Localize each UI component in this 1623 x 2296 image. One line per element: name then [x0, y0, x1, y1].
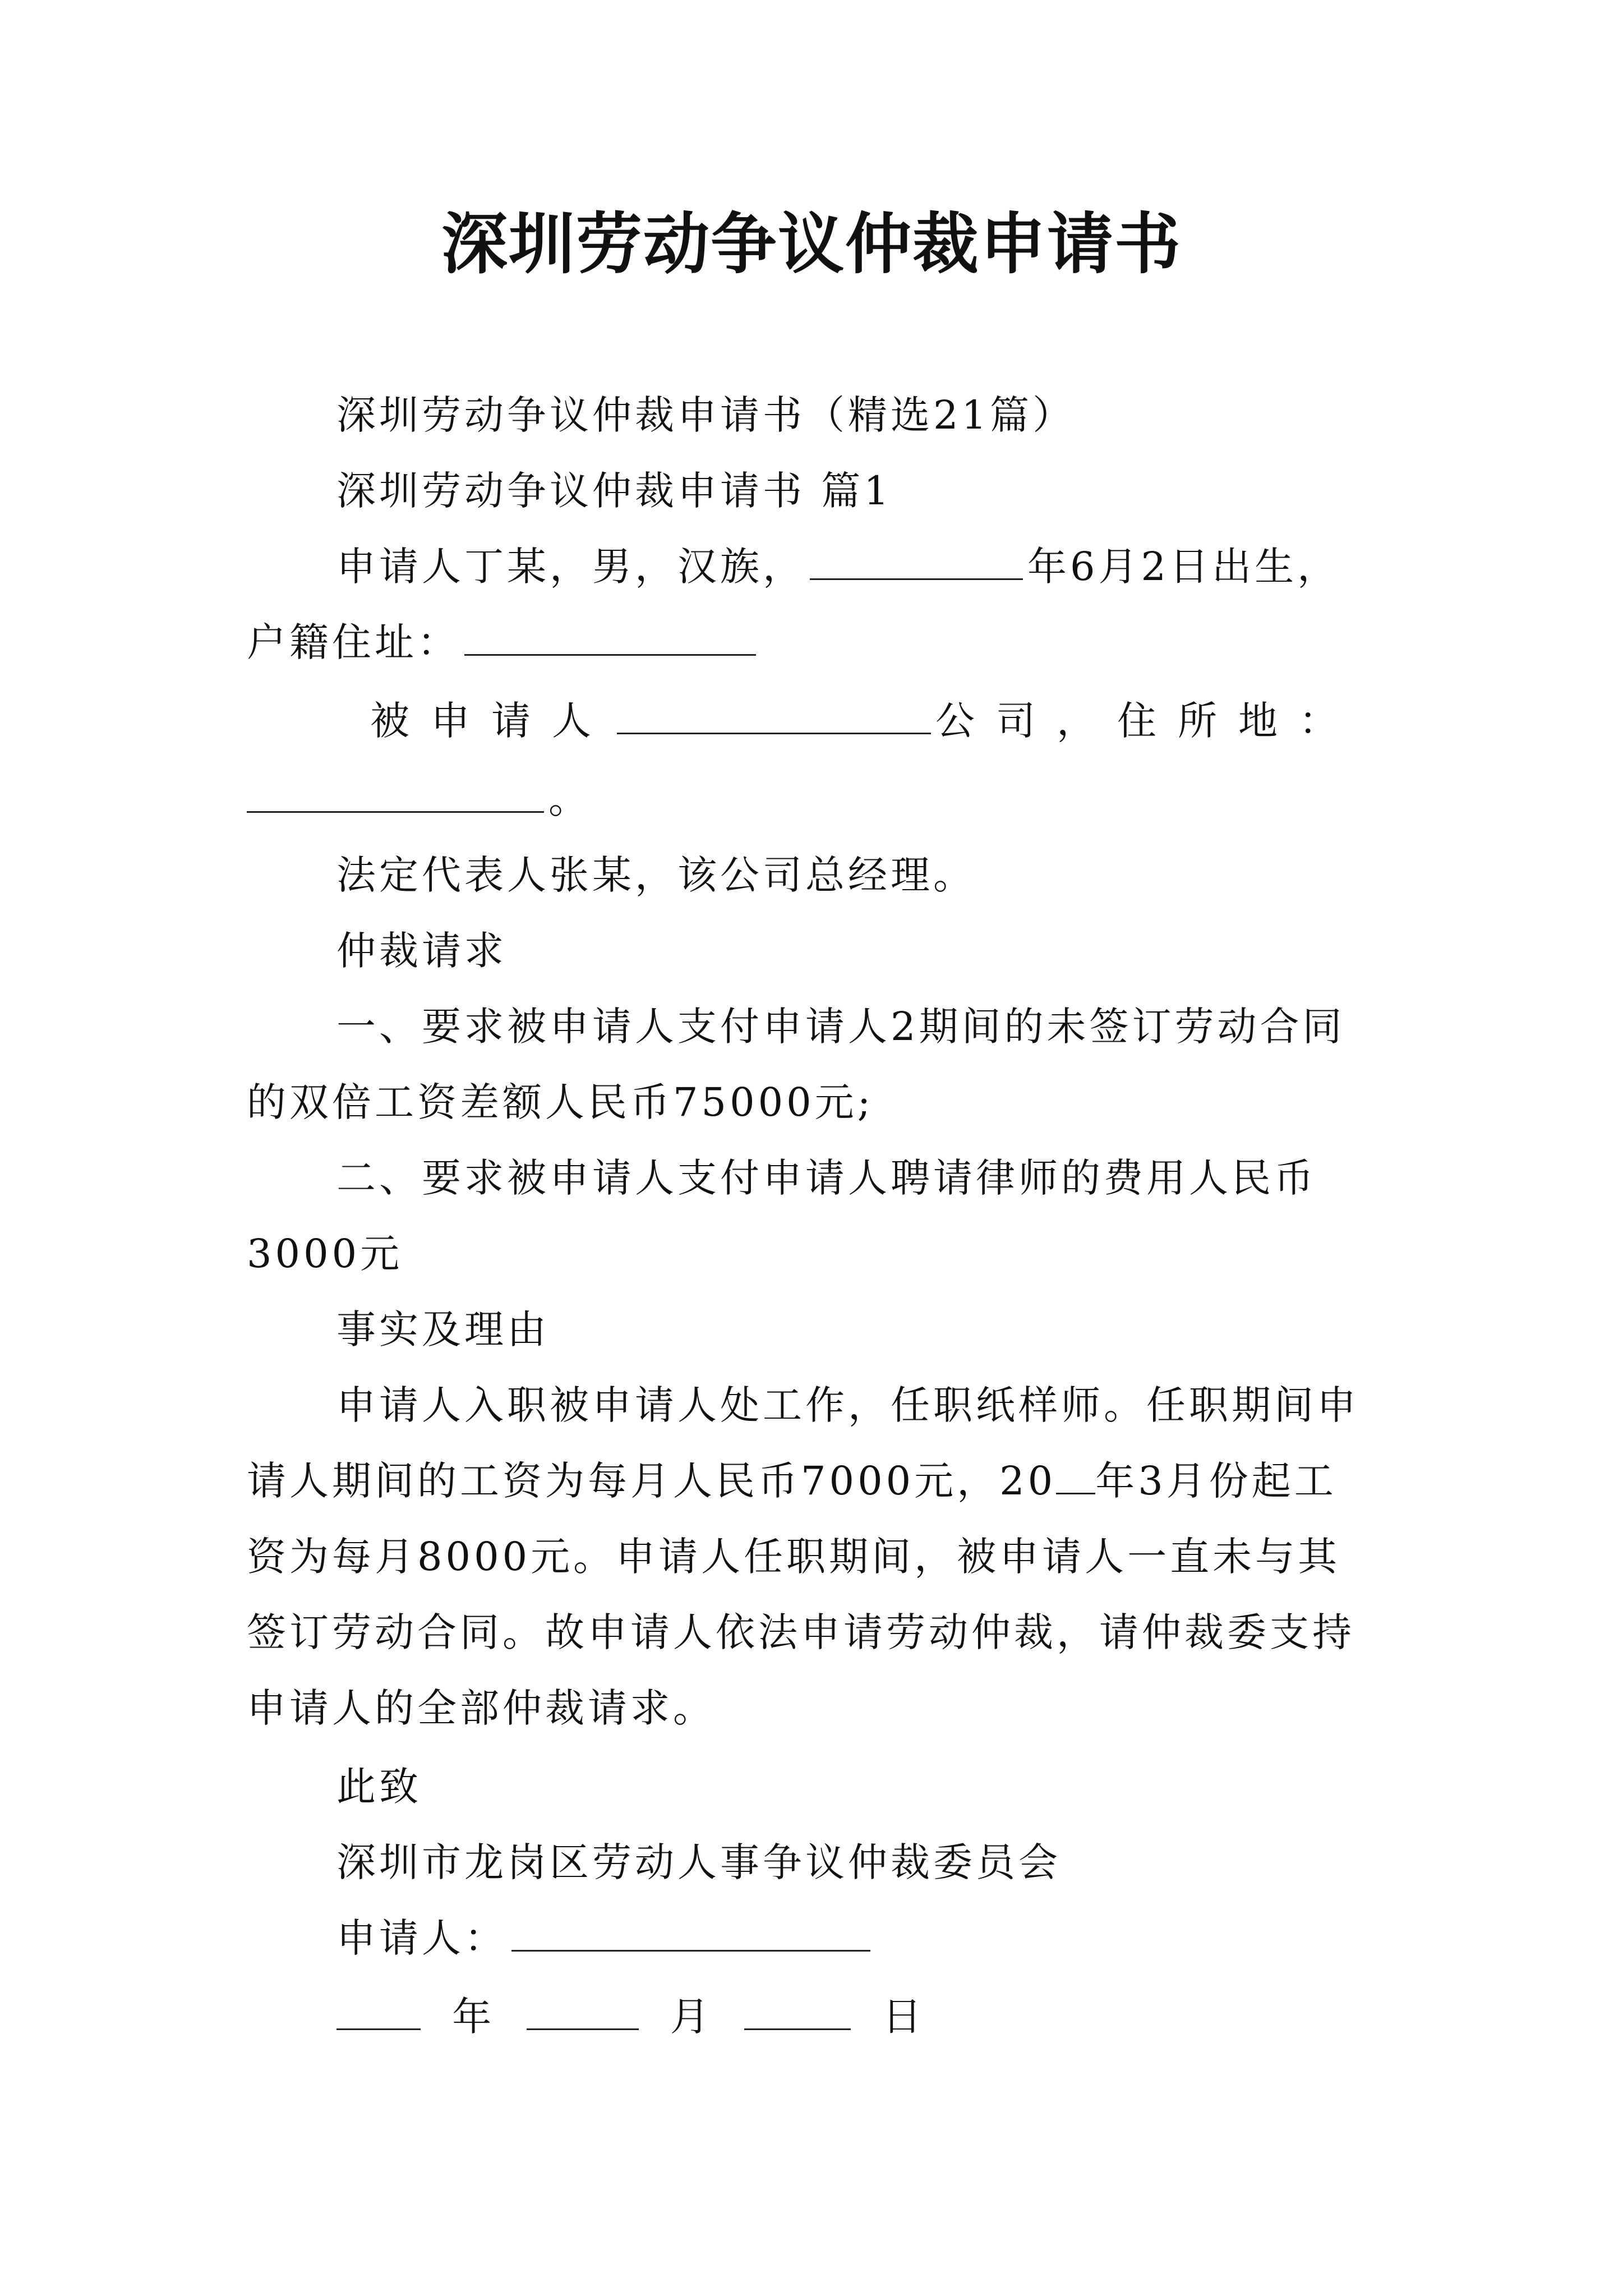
facts-line-3: 资为每月8000元。申请人任职期间，被申请人一直未与其 [247, 1534, 1341, 1580]
claim-2-line-2: 3000元 [247, 1231, 403, 1277]
date-day-label: 日 [882, 1994, 925, 2040]
signature-line [336, 1910, 875, 1966]
date-day-blank [744, 1994, 851, 2030]
closing: 此致 [336, 1764, 422, 1810]
document-title: 深圳劳动争议仲裁申请书 [441, 205, 1182, 283]
signature-label: 申请人： [336, 1915, 507, 1961]
facts-line-4: 签订劳动合同。故申请人依法申请劳动仲裁，请仲裁委支持 [247, 1609, 1355, 1655]
signature-blank [511, 1915, 870, 1952]
respondent-line-1 [370, 693, 1359, 749]
year-suffix-blank [1056, 1458, 1095, 1494]
claim-2-line-1: 二、要求被申请人支付申请人聘请律师的费用人民币 [336, 1155, 1317, 1201]
applicant-text-a: 申请人丁某，男，汉族， [336, 544, 805, 590]
facts-line-2-a: 请人期间的工资为每月人民币7000元，20 [247, 1458, 1057, 1504]
address-blank [464, 619, 756, 656]
respondent-text-b: 公司，住所地： [935, 698, 1359, 744]
date-year-label: 年 [452, 1994, 495, 2040]
date-month-label: 月 [670, 1994, 713, 2040]
date-month-blank [527, 1994, 639, 2030]
respondent-end: 。 [548, 776, 591, 822]
applicant-line-2 [247, 614, 760, 670]
applicant-line-1 [336, 539, 1340, 595]
committee-name: 深圳市龙岗区劳动人事争议仲裁委员会 [336, 1839, 1061, 1885]
facts-line-1: 申请人入职被申请人处工作，任职纸样师。任职期间申 [336, 1382, 1359, 1428]
document-subtitle: 深圳劳动争议仲裁申请书（精选21篇） [336, 392, 1076, 438]
date-year-blank [336, 1994, 421, 2030]
facts-line-2-b: 年3月份起工 [1095, 1458, 1337, 1504]
address-label: 户籍住址： [247, 619, 460, 665]
facts-heading: 事实及理由 [336, 1306, 550, 1352]
section-heading: 深圳劳动争议仲裁申请书 篇1 [336, 468, 892, 514]
company-name-blank [617, 698, 931, 734]
claims-heading: 仲裁请求 [336, 928, 507, 974]
facts-line-2 [247, 1453, 1337, 1509]
residence-blank [247, 776, 544, 813]
birth-year-blank [810, 544, 1023, 580]
legal-representative: 法定代表人张某，该公司总经理。 [336, 852, 976, 898]
facts-line-5: 申请人的全部仲裁请求。 [247, 1685, 716, 1731]
respondent-text-a: 被申请人 [370, 698, 612, 744]
claim-1-line-2: 的双倍工资差额人民币75000元; [247, 1079, 874, 1125]
claim-1-line-1: 一、要求被申请人支付申请人2期间的未签订劳动合同 [336, 1004, 1345, 1050]
applicant-text-b: 年6月2日出生， [1027, 544, 1340, 590]
date-line [336, 1989, 936, 2045]
respondent-line-2 [247, 771, 591, 827]
